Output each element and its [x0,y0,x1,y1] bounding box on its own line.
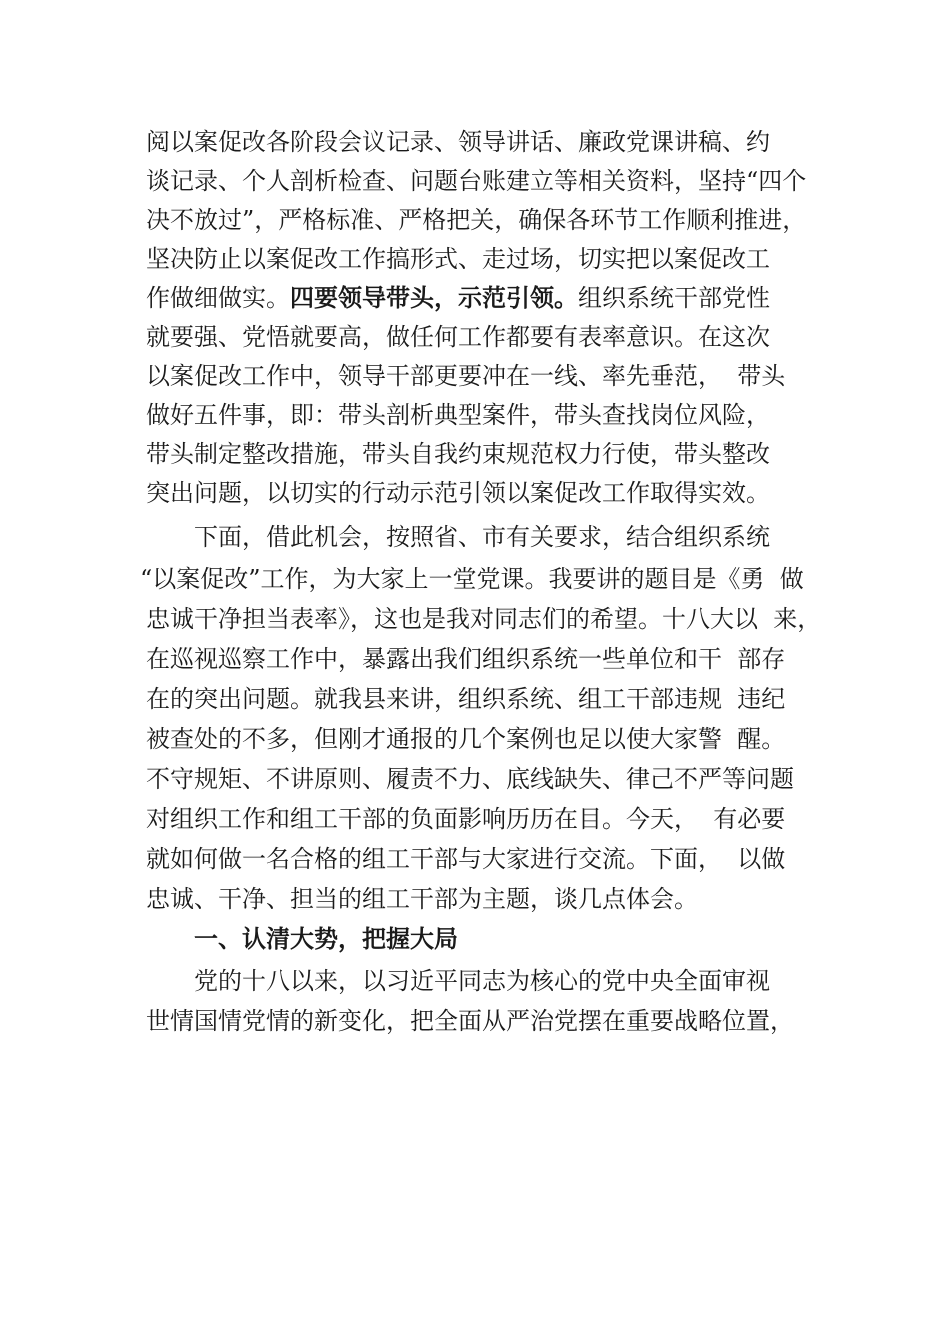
text-line: 世情国情党情的新变化，把全面从严治党摆在重要战略位置， [146,1007,794,1035]
text-line: 不守规矩、不讲原则、履责不力、底线缺失、律己不严等问题 [146,765,794,793]
bold-heading-inline: 四要领导带头，示范引领。 [290,284,578,312]
text-line: 就如何做一名合格的组工干部与大家进行交流。下面， 以做 [146,845,786,873]
text-line: 带头制定整改措施，带头自我约束规范权力行使，带头整改 [146,440,770,468]
text-line: 谈记录、个人剖析检查、问题台账建立等相关资料，坚持“四个 [146,167,807,195]
text-line: 就要强、党悟就要高，做任何工作都要有表率意识。在这次 [146,323,770,351]
text-line: 坚决防止以案促改工作搞形式、走过场，切实把以案促改工 [146,245,770,273]
text-line: 以案促改工作中，领导干部更要冲在一线、率先垂范， 带头 [146,362,786,390]
text-line: 在的突出问题。就我县来讲，组织系统、组工干部违规 违纪 [146,685,786,713]
text-line [146,283,770,313]
text-line: 忠诚干净担当表率》，这也是我对同志们的希望。十八大以 来， [146,605,822,633]
text-line: 决不放过”，严格标准、严格把关，确保各环节工作顺利推进， [146,206,807,234]
section-heading: 一、认清大势，把握大局 [194,925,458,953]
text-run: 作做细做实。 [146,284,290,312]
text-line: 被查处的不多，但刚才通报的几个案例也足以使大家警 醒。 [146,725,786,753]
text-line: 忠诚、干净、担当的组工干部为主题，谈几点体会。 [146,885,698,913]
text-line: 对组织工作和组工干部的负面影响历历在目。今天， 有必要 [146,805,786,833]
text-line: 突出问题，以切实的行动示范引领以案促改工作取得实效。 [146,479,770,507]
text-line: 在巡视巡察工作中，暴露出我们组织系统一些单位和干 部存 [146,645,786,673]
text-line: 党的十八以来，以习近平同志为核心的党中央全面审视 [194,967,770,995]
text-line: 下面，借此机会，按照省、市有关要求，结合组织系统 [194,523,770,551]
text-line: “以案促改”工作，为大家上一堂党课。我要讲的题目是《勇 做 [140,565,804,593]
text-line: 做好五件事，即：带头剖析典型案件，带头查找岗位风险， [146,401,770,429]
text-run: 组织系统干部党性 [578,284,770,312]
text-line: 阅以案促改各阶段会议记录、领导讲话、廉政党课讲稿、约 [146,128,770,156]
